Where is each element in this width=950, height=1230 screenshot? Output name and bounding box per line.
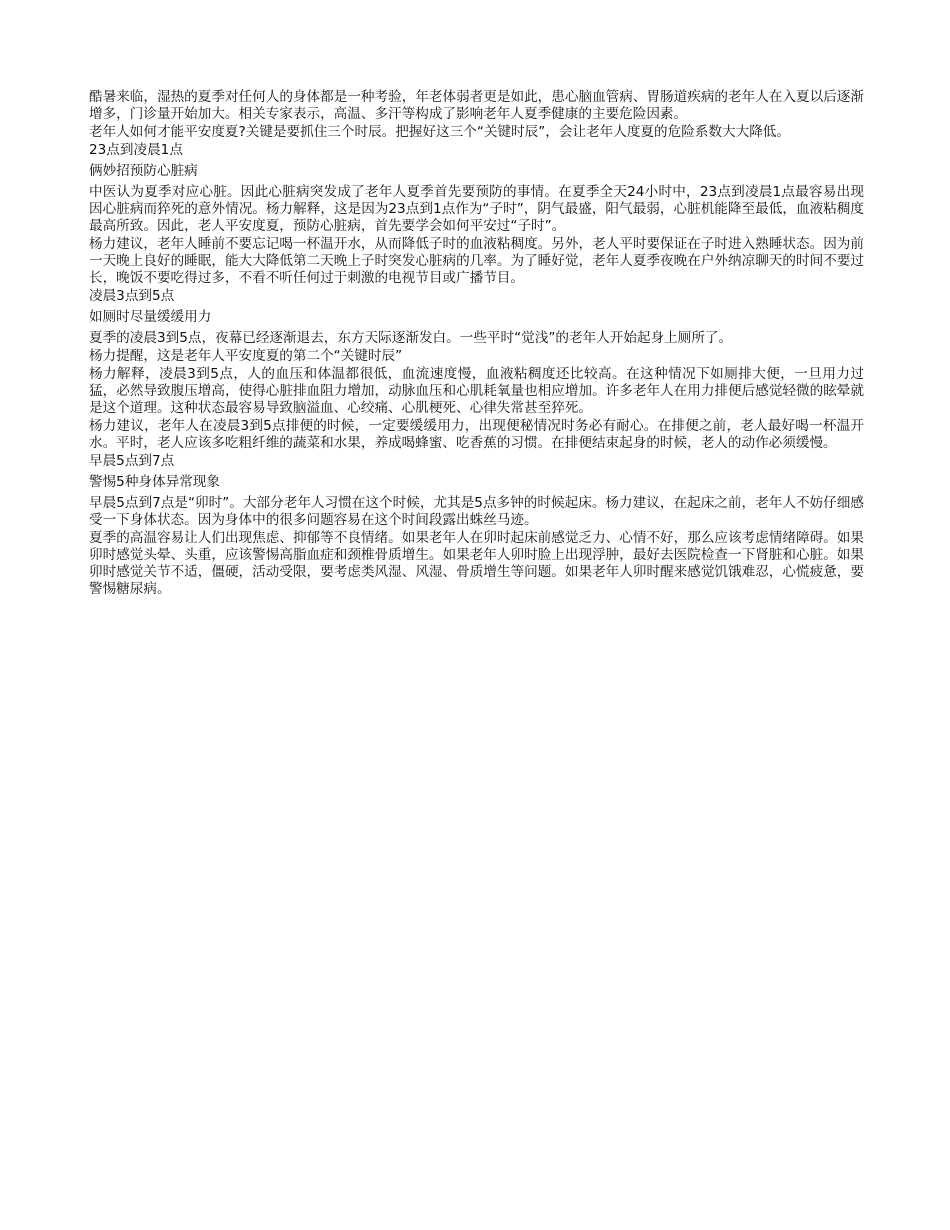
section-subheading-toilet: 如厕时尽量缓缓用力 <box>89 309 212 325</box>
body-paragraph: 夏季的高温容易让人们出现焦虑、抑郁等不良情绪。如果老年人在卯时起床前感觉乏力、心情不好，那么应该考虑情绪障碍。如果卯时感觉头晕、头重，应该警惕高脂血症和颈椎骨质增生。如果老年人卯时脸上出现浮肿，最好去医院检查一下肾脏和心脏。如果卯时感觉关节不适，僵硬，活动受限，要考虑类风湿、风湿、骨质增生等问题。如果老年人卯时醒来感觉饥饿难忍，心慌疲惫，要警惕糖尿病。 <box>89 530 864 597</box>
body-paragraph: 杨力建议，老年人睡前不要忘记喝一杯温开水，从而降低子时的血液粘稠度。另外，老人平时要保证在子时进入熟睡状态。因为前一天晚上良好的睡眠，能大大降低第二天晚上子时突发心脏病的几率。为了睡好觉，老年人夏季夜晚在户外纳凉聊天的时间不要过长，晚饭不要吃得过多，不看不听任何过于刺激的电视节目或广播节目。 <box>89 236 864 286</box>
body-paragraph: 杨力建议，老年人在凌晨3到5点排便的时候，一定要缓缓用力，出现便秘情况时务必有耐心。在排便之前，老人最好喝一杯温开水。平时，老人应该多吃粗纤维的蔬菜和水果，养成喝蜂蜜、吃香蕉的习惯。在排便结束起身的时候，老人的动作必须缓慢。 <box>89 418 864 451</box>
body-paragraph: 杨力解释，凌晨3到5点，人的血压和体温都很低，血流速度慢，血液粘稠度还比较高。在这种情况下如厕排大便，一旦用力过猛，必然导致腹压增高，使得心脏排血阻力增加，动脉血压和心肌耗氧量也相应增加。许多老年人在用力排便后感觉轻微的眩晕就是这个道理。这种状态最容易导致脑溢血、心绞痛、心肌梗死、心律失常甚至猝死。 <box>89 366 864 416</box>
body-paragraph: 杨力提醒，这是老年人平安度夏的第二个“关键时辰” <box>89 348 403 364</box>
section-heading-midnight: 23点到凌晨1点 <box>89 142 183 158</box>
body-paragraph: 夏季的凌晨3到5点，夜幕已经逐渐退去，东方天际逐渐发白。一些平时“觉浅”的老年人开始起身上厕所了。 <box>89 330 733 346</box>
intro-paragraph: 酷暑来临，湿热的夏季对任何人的身体都是一种考验，年老体弱者更是如此，患心脑血管病、胃肠道疾病的老年人在入夏以后逐渐增多，门诊量开始加大。相关专家表示，高温、多汗等构成了影响老年人夏季健康的主要危险因素。 <box>89 89 864 122</box>
body-paragraph: 早晨5点到7点是“卯时”。大部分老年人习惯在这个时候，尤其是5点多钟的时候起床。杨力建议，在起床之前，老年人不妨仔细感受一下身体状态。因为身体中的很多问题容易在这个时间段露出蛛丝马迹。 <box>89 495 864 528</box>
intro-paragraph-2: 老年人如何才能平安度夏?关键是要抓住三个时辰。把握好这三个“关键时辰”，会让老年人度夏的危险系数大大降低。 <box>89 124 790 140</box>
body-paragraph: 中医认为夏季对应心脏。因此心脏病突发成了老年人夏季首先要预防的事情。在夏季全天24小时中，23点到凌晨1点最容易出现因心脏病而猝死的意外情况。杨力解释，这是因为23点到1点作为“子时”，阴气最盛，阳气最弱，心脏机能降至最低，血液粘稠度最高所致。因此，老人平安度夏，预防心脏病，首先要学会如何平安过“子时”。 <box>89 184 864 234</box>
section-heading-dawn: 早晨5点到7点 <box>89 453 175 469</box>
section-subheading-symptoms: 警惕5种身体异常现象 <box>89 474 220 490</box>
article-body <box>89 89 864 599</box>
section-heading-early-morning: 凌晨3点到5点 <box>89 288 175 304</box>
section-subheading-heart: 俩妙招预防心脏病 <box>89 163 198 179</box>
